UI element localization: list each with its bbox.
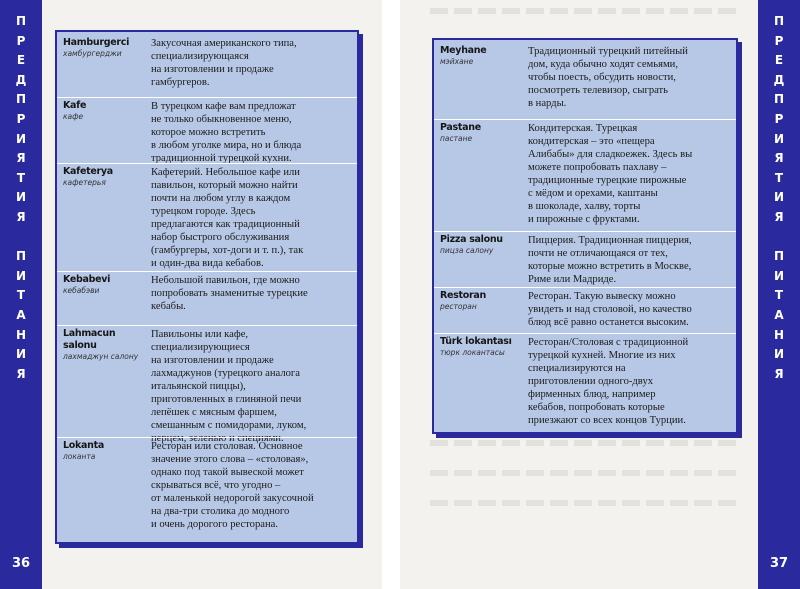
definition-line: предлагаются как традиционный <box>151 219 300 230</box>
definition-line: павильон, который можно найти <box>151 180 298 191</box>
glossary-entry <box>434 231 736 285</box>
definition-line: Кафетерий. Небольшое кафе или <box>151 167 300 178</box>
term-turkish: Restoran <box>440 290 486 301</box>
definition-line: увидеть и над столовой, но качество <box>528 304 692 315</box>
section-strip-right <box>758 0 800 589</box>
term-turkish: Hamburgerci <box>63 37 130 48</box>
strip-letter: П <box>15 14 27 28</box>
term-pronunciation: лахмаджун салону <box>63 352 139 361</box>
strip-letter: Я <box>774 209 784 224</box>
term-pronunciation: локанта <box>63 452 96 461</box>
definition-line: (гамбургеры, хот-доги и т. п.), так <box>151 245 304 256</box>
term-pronunciation: пицза салону <box>440 246 494 255</box>
strip-letter: И <box>773 190 785 205</box>
definition-line: на изготовлении и продаже <box>151 355 274 366</box>
term-turkish: Lahmacun salonu <box>63 328 116 351</box>
definition-line: приезжают со всех концов Турции. <box>528 415 686 426</box>
entry-definition <box>151 440 351 531</box>
entry-term <box>63 440 147 462</box>
strip-letter: И <box>773 131 785 146</box>
definition-line: Пиццерия. Традиционная пиццерия, <box>528 235 692 246</box>
definition-line: Кондитерская. Турецкая <box>528 123 638 134</box>
definition-line: которое можно встретить <box>151 127 266 138</box>
definition-line: специализируются на <box>528 363 626 374</box>
definition-line: турецком городе. Здесь <box>151 206 256 217</box>
strip-letter: И <box>773 347 785 362</box>
definition-line: специализирующаяся <box>151 51 249 62</box>
strip-letter: Е <box>774 53 784 68</box>
term-turkish: Pastane <box>440 122 481 133</box>
page-number-left: 36 <box>11 556 31 571</box>
definition-line: фирменных блюд, например <box>528 389 656 400</box>
glossary-entry <box>57 325 357 444</box>
definition-line: Алибабы» для сладкоежек. Здесь вы <box>528 149 693 160</box>
definition-line: кебабов, попробовать которые <box>528 402 665 413</box>
definition-line: Закусочная американского типа, <box>151 38 297 49</box>
definition-line: Ресторан. Такую вывеску можно <box>528 291 676 302</box>
entry-term <box>440 290 524 312</box>
strip-letter: И <box>15 347 27 362</box>
strip-letter: П <box>15 249 27 264</box>
term-pronunciation: кебабэви <box>63 286 100 295</box>
entry-term <box>440 122 524 144</box>
definition-line: дом, куда обычно ходят семьями, <box>528 59 678 70</box>
strip-letter: Н <box>15 327 27 342</box>
strip-letter: И <box>15 268 27 283</box>
definition-line: попробовать знаменитые турецкие <box>151 288 308 299</box>
definition-line: набор быстрого обслуживания <box>151 232 290 243</box>
entry-definition <box>151 37 351 89</box>
glossary-panel-right <box>432 38 738 434</box>
glossary-entry <box>434 287 736 328</box>
definition-line: гамбургеров. <box>151 77 210 88</box>
term-pronunciation: хамбургерджи <box>63 49 122 58</box>
book-gutter <box>382 0 400 589</box>
show-through-texture <box>430 440 740 446</box>
right-page <box>400 0 800 589</box>
definition-line: традиционные турецкие пирожные <box>528 175 687 186</box>
definition-line: лахмаджунов (турецкого аналога <box>151 368 300 379</box>
definition-line: приготовлении одного-двух <box>528 376 654 387</box>
strip-letter: П <box>15 92 27 107</box>
definition-line: чтобы поесть, обсудить новости, <box>528 72 676 83</box>
entry-term <box>63 328 147 362</box>
entry-definition <box>151 274 351 313</box>
strip-letter: Н <box>773 327 785 342</box>
strip-letter: Т <box>16 170 26 185</box>
definition-line: почти на любом углу в каждом <box>151 193 291 204</box>
definition-line: лепёшек с мясным фаршем, <box>151 407 277 418</box>
strip-letter: Р <box>16 33 26 48</box>
section-title-vertical <box>0 12 42 384</box>
definition-line: В турецком кафе вам предложат <box>151 101 296 112</box>
term-pronunciation: ресторан <box>440 302 477 311</box>
entry-definition <box>528 290 730 329</box>
entry-definition <box>151 100 351 165</box>
strip-letter: Я <box>774 366 784 381</box>
strip-letter: Д <box>15 72 27 87</box>
definition-line: перцем, зеленью и специями. <box>151 433 284 444</box>
glossary-entry <box>57 271 357 312</box>
term-pronunciation: кафетерья <box>63 178 106 187</box>
page-number-right: 37 <box>769 556 789 571</box>
strip-letter: Я <box>16 209 26 224</box>
term-pronunciation: кафе <box>63 112 84 121</box>
definition-line: и пирожные с фруктами. <box>528 214 640 225</box>
term-pronunciation: мэйхане <box>440 57 474 66</box>
definition-line: однако под такой вывеской может <box>151 467 304 478</box>
strip-letter: Р <box>774 33 784 48</box>
entry-term <box>440 336 524 358</box>
entry-term <box>63 274 147 296</box>
definition-line: Традиционный турецкий питейный <box>528 46 688 57</box>
definition-line: которые можно встретить в Москве, <box>528 261 692 272</box>
strip-letter: Р <box>774 111 784 126</box>
strip-letter: П <box>773 92 785 107</box>
definition-line: Павильоны или кафе, <box>151 329 249 340</box>
definition-line: значение этого слова – «столовая», <box>151 454 309 465</box>
definition-line: в любом уголке мира, но и блюда <box>151 140 302 151</box>
strip-letter: Р <box>16 111 26 126</box>
definition-line: итальянской пиццы), <box>151 381 246 392</box>
definition-line: Риме или Мадриде. <box>528 274 617 285</box>
entry-definition <box>151 328 351 445</box>
strip-letter: Т <box>774 170 784 185</box>
term-turkish: Kafeterya <box>63 166 113 177</box>
term-pronunciation: тюрк локантасы <box>440 348 505 357</box>
definition-line: Ресторан или столовая. Основное <box>151 441 303 452</box>
term-turkish: Meyhane <box>440 45 487 56</box>
definition-line: смешанным с помидорами, луком, <box>151 420 307 431</box>
definition-line: и очень дорогого ресторана. <box>151 519 278 530</box>
show-through-texture <box>430 500 740 506</box>
term-turkish: Pizza salonu <box>440 234 503 245</box>
entry-definition <box>528 122 730 226</box>
definition-line: не только обыкновенное меню, <box>151 114 292 125</box>
entry-definition <box>151 166 351 270</box>
definition-line: на изготовлении и продаже <box>151 64 274 75</box>
strip-letter: П <box>773 249 785 264</box>
glossary-entry <box>57 97 357 164</box>
strip-letter: А <box>774 307 784 322</box>
entry-term <box>63 37 147 59</box>
definition-line: кондитерская – это «пещера <box>528 136 655 147</box>
definition-line: Небольшой павильон, где можно <box>151 275 300 286</box>
definition-line: можете попробовать пахлаву – <box>528 162 667 173</box>
strip-letter: Т <box>774 288 784 303</box>
strip-letter: Я <box>16 366 26 381</box>
definition-line: турецкой кухней. Многие из них <box>528 350 676 361</box>
strip-letter: Т <box>16 288 26 303</box>
strip-letter: Я <box>16 151 26 166</box>
entry-term <box>440 45 524 67</box>
strip-letter: И <box>15 131 27 146</box>
show-through-texture <box>430 8 740 14</box>
glossary-entry <box>57 163 357 269</box>
glossary-entry <box>434 333 736 426</box>
entry-definition <box>528 336 730 427</box>
left-page <box>0 0 382 589</box>
definition-line: и один-два вида кебабов. <box>151 258 264 269</box>
definition-line: почти не отличающаяся от тех, <box>528 248 668 259</box>
strip-letter: И <box>15 190 27 205</box>
definition-line: в нарды. <box>528 98 567 109</box>
section-strip-left <box>0 0 42 589</box>
entry-term <box>440 234 524 256</box>
entry-term <box>63 166 147 188</box>
definition-line: от маленькой недорогой закусочной <box>151 493 314 504</box>
glossary-panel-left <box>55 30 359 544</box>
definition-line: скрываться всё, что угодно – <box>151 480 281 491</box>
term-turkish: Kafe <box>63 100 87 111</box>
entry-term <box>63 100 147 122</box>
definition-line: кебабы. <box>151 301 186 312</box>
section-title-vertical <box>758 12 800 384</box>
strip-letter: П <box>773 14 785 28</box>
term-turkish: Kebabevi <box>63 274 111 285</box>
entry-definition <box>528 45 730 110</box>
definition-line: приготовленных в глиняной печи <box>151 394 302 405</box>
entry-definition <box>528 234 730 286</box>
definition-line: Ресторан/Столовая с традиционной <box>528 337 689 348</box>
definition-line: в шоколаде, халву, торты <box>528 201 641 212</box>
definition-line: блюд всё равно останется высоким. <box>528 317 689 328</box>
definition-line: с мёдом и орехами, каштаны <box>528 188 658 199</box>
term-pronunciation: пастане <box>440 134 473 143</box>
strip-letter: И <box>773 268 785 283</box>
strip-letter: А <box>16 307 26 322</box>
strip-letter: Е <box>16 53 26 68</box>
strip-letter: Д <box>773 72 785 87</box>
strip-letter: Я <box>774 151 784 166</box>
show-through-texture <box>430 470 740 476</box>
term-turkish: Lokanta <box>63 440 104 451</box>
definition-line: на два-три столика до модного <box>151 506 290 517</box>
definition-line: специализирующиеся <box>151 342 250 353</box>
definition-line: традиционной турецкой кухни. <box>151 153 292 164</box>
definition-line: посмотреть телевизор, сыграть <box>528 85 669 96</box>
glossary-entry <box>434 119 736 225</box>
term-turkish: Türk lokantası <box>440 336 512 347</box>
